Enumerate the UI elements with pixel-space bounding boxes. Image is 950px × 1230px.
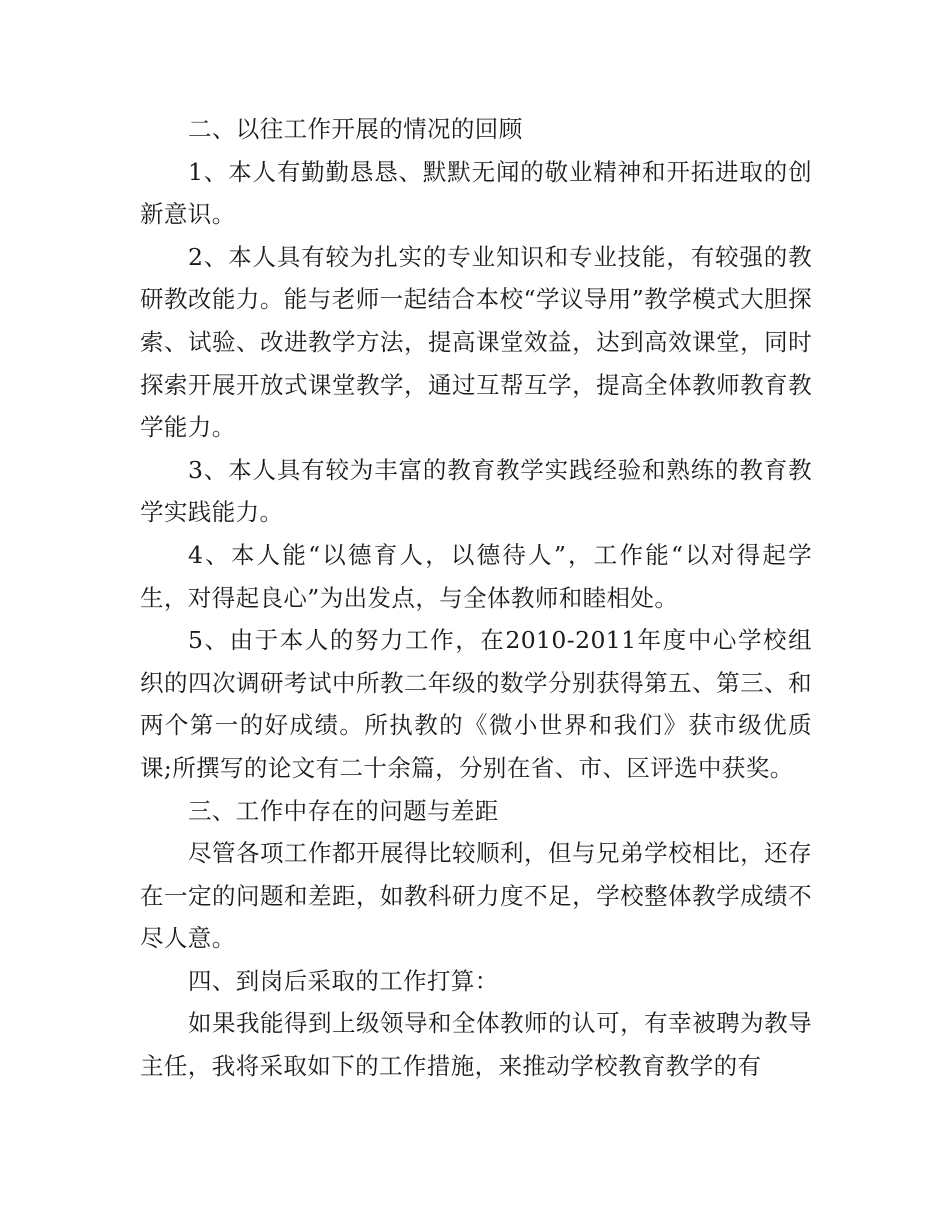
paragraph-item-5: 5、由于本人的努力工作，在2010-2011年度中心学校组织的四次调研考试中所教二年级的数学分别获得第五、第三、和两个第一的好成绩。所执教的《微小世界和我们》获市级优质课;所撰写的论文有二十余篇，分别在省、市、区评选中获奖。 [140,626,812,782]
paragraph-item-4: 4、本人能“以德育人，以德待人”，工作能“以对得起学生，对得起良心”为出发点，与全体教师和睦相处。 [140,540,812,612]
paragraph-item-3: 3、本人具有较为丰富的教育教学实践经验和熟练的教育教学实践能力。 [140,455,812,527]
heading-work-plan: 四、到岗后采取的工作打算： [188,966,499,995]
paragraph-work-plan: 如果我能得到上级领导和全体教师的认可，有幸被聘为教导主任，我将采取如下的工作措施，来推动学校教育教学的有 [140,1009,812,1081]
document-body [140,108,812,1088]
paragraph-item-1: 1、本人有勤勤恳恳、默默无闻的敬业精神和开拓进取的创新意识。 [140,157,812,229]
paragraph-problems: 尽管各项工作都开展得比较顺利，但与兄弟学校相比，还存在一定的问题和差距，如教科研力度不足，学校整体教学成绩不尽人意。 [140,839,812,953]
heading-review-past-work: 二、以往工作开展的情况的回顾 [188,115,523,143]
heading-problems-and-gaps: 三、工作中存在的问题与差距 [188,796,499,825]
paragraph-item-2: 2、本人具有较为扎实的专业知识和专业技能，有较强的教研教改能力。能与老师一起结合本校“学议导用”教学模式大胆探索、试验、改进教学方法，提高课堂效益，达到高效课堂，同时探索开展开放式课堂教学，通过互帮互学，提高全体教师教育教学能力。 [140,242,812,442]
